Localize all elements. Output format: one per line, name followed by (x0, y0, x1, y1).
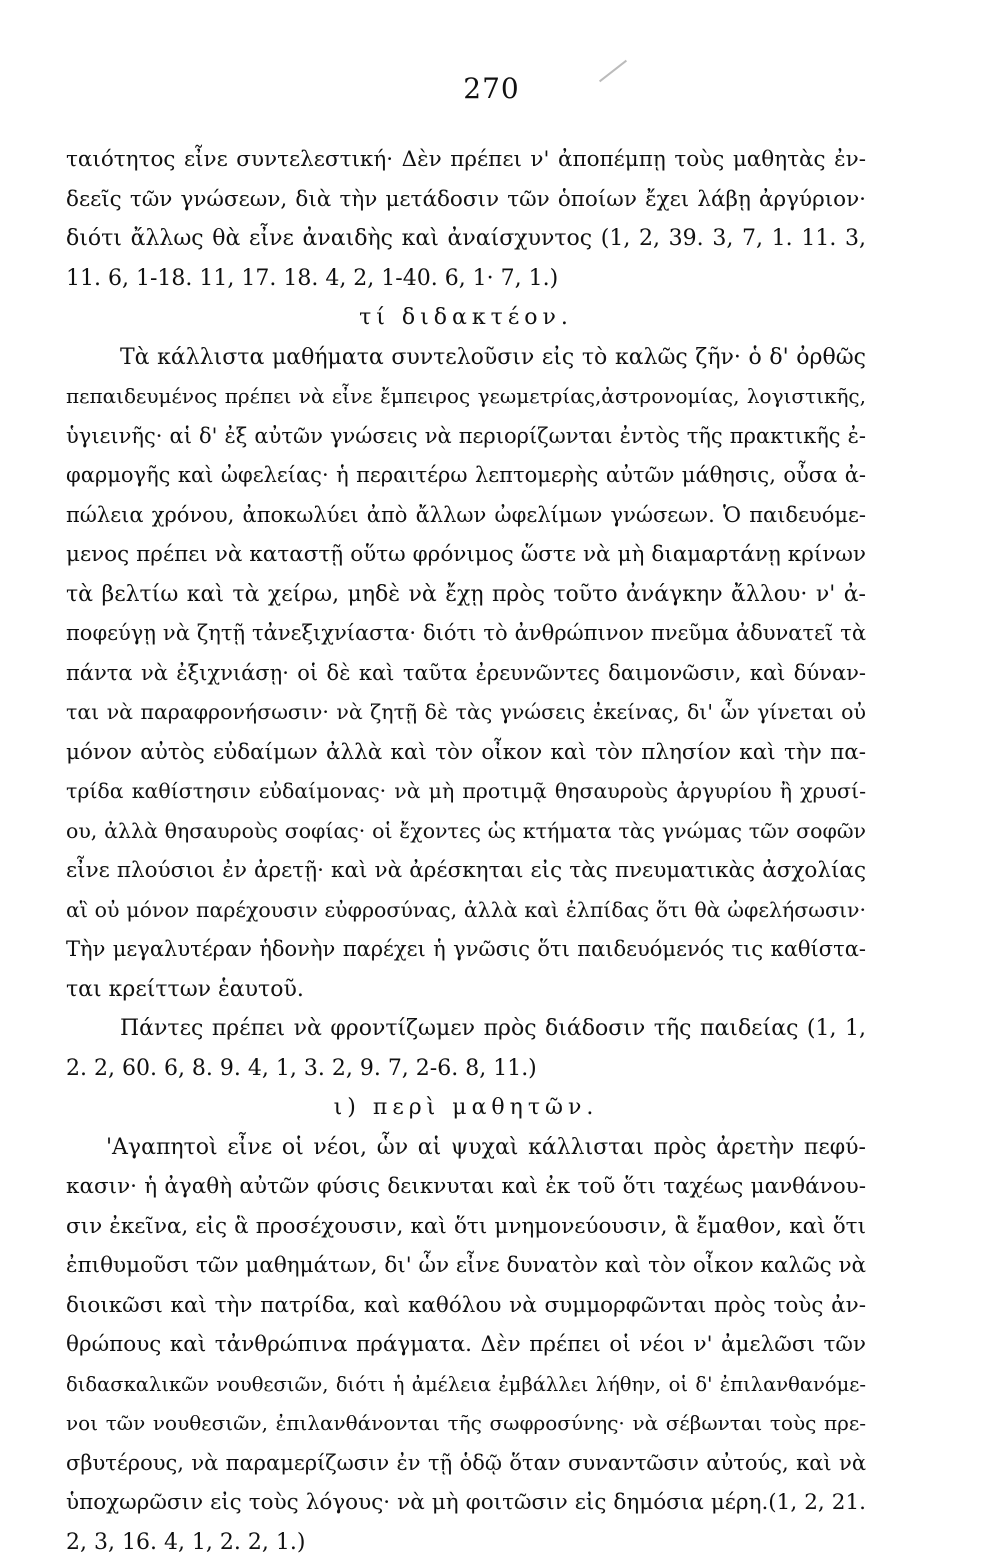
text-line: διοικῶσι καὶ τὴν πατρίδα, καὶ καθόλου νὰ συμμορφῶνται πρὸς τοὺς ἀν- (66, 1286, 866, 1326)
text-line: πάντα νὰ ἐξιχνιάσῃ· οἱ δὲ καὶ ταῦτα ἐρευνῶντες δαιμονῶσιν, καὶ δύναν- (66, 654, 866, 694)
text-line: 2, 3, 16. 4, 1, 2. 2, 1.) (66, 1523, 866, 1562)
text-line: ου, ἀλλὰ θησαυροὺς σοφίας· οἱ ἔχοντες ὡς κτήματα τὰς γνώμας τῶν σοφῶν (66, 812, 866, 852)
text-line: ταιότητος εἶνε συντελεστική· Δὲν πρέπει ν' ἀποπέμπῃ τοὺς μαθητὰς ἐν- (66, 140, 866, 180)
text-line: ὑποχωρῶσιν εἰς τοὺς λόγους· νὰ μὴ φοιτῶσιν εἰς δημόσια μέρη.(1, 2, 21. (66, 1483, 866, 1523)
text-line: 'Αγαπητοὶ εἶνε οἱ νέοι, ὧν αἱ ψυχαὶ κάλλισται πρὸς ἀρετὴν πεφύ- (66, 1128, 866, 1168)
text-line: τρίδα καθίστησιν εὐδαίμονας· νὰ μὴ προτιμᾷ θησαυροὺς ἀργυρίου ἢ χρυσί- (66, 772, 866, 812)
text-line: εἶνε πλούσιοι ἐν ἀρετῇ· καὶ νὰ ἀρέσκηται εἰς τὰς πνευματικὰς ἀσχολίας (66, 851, 866, 891)
text-line: ὑγιεινῆς· αἱ δ' ἐξ αὐτῶν γνώσεις νὰ περιορίζωνται ἐντὸς τῆς πρακτικῆς ἐ- (66, 417, 866, 457)
text-line: Τὴν μεγαλυτέραν ἡδονὴν παρέχει ἡ γνῶσις ὅτι παιδευόμενός τις καθίστα- (66, 930, 866, 970)
text-line: δεεῖς τῶν γνώσεων, διὰ τὴν μετάδοσιν τῶν ὁποίων ἔχει λάβῃ ἀργύριον· (66, 180, 866, 220)
text-line: διδασκαλικῶν νουθεσιῶν, διότι ἡ ἀμέλεια ἐμβάλλει λήθην, οἱ δ' ἐπιλανθανόμε- (66, 1365, 866, 1405)
text-line: Πάντες πρέπει νὰ φροντίζωμεν πρὸς διάδοσιν τῆς παιδείας (1, 1, (66, 1009, 866, 1049)
text-line: ἐπιθυμοῦσι τῶν μαθημάτων, δι' ὧν εἶνε δυνατὸν καὶ τὸν οἶκον καλῶς νὰ (66, 1246, 866, 1286)
text-line: τὰ βελτίω καὶ τὰ χείρω, μηδὲ νὰ ἔχῃ πρὸς τοῦτο ἀνάγκην ἄλλου· ν' ἀ- (66, 575, 866, 615)
text-line: θρώπους καὶ τἀνθρώπινα πράγματα. Δὲν πρέπει οἱ νέοι ν' ἀμελῶσι τῶν (66, 1325, 866, 1365)
text-line: Τὰ κάλλιστα μαθήματα συντελοῦσιν εἰς τὸ καλῶς ζῆν· ὁ δ' ὀρθῶς (66, 338, 866, 378)
body-text (66, 140, 866, 1562)
text-line: κασιν· ἡ ἀγαθὴ αὐτῶν φύσις δεικνυται καὶ ἐκ τοῦ ὅτι ταχέως μανθάνου- (66, 1167, 866, 1207)
page-number: 270 (0, 72, 983, 105)
text-line: πώλεια χρόνου, ἀποκωλύει ἀπὸ ἄλλων ὠφελίμων γνώσεων. Ὁ παιδευόμε- (66, 496, 866, 536)
text-line: μενος πρέπει νὰ καταστῇ οὕτω φρόνιμος ὥστε νὰ μὴ διαμαρτάνῃ κρίνων (66, 535, 866, 575)
section-heading: ι) περὶ μαθητῶν. (66, 1088, 866, 1128)
text-line: σβυτέρους, νὰ παραμερίζωσιν ἐν τῇ ὁδῷ ὅταν συναντῶσιν αὐτούς, καὶ νὰ (66, 1444, 866, 1484)
text-line: ται νὰ παραφρονήσωσιν· νὰ ζητῇ δὲ τὰς γνώσεις ἐκείνας, δι' ὧν γίνεται οὐ (66, 693, 866, 733)
section-heading: τί διδακτέον. (66, 298, 866, 338)
text-line: 11. 6, 1-18. 11, 17. 18. 4, 2, 1-40. 6, 1· 7, 1.) (66, 259, 866, 299)
text-line: διότι ἄλλως θὰ εἶνε ἀναιδὴς καὶ ἀναίσχυντος (1, 2, 39. 3, 7, 1. 11. 3, (66, 219, 866, 259)
text-line: νοι τῶν νουθεσιῶν, ἐπιλανθάνονται τῆς σωφροσύνης· νὰ σέβωνται τοὺς πρε- (66, 1404, 866, 1444)
text-line: πεπαιδευμένος πρέπει νὰ εἶνε ἔμπειρος γεωμετρίας,ἀστρονομίας, λογιστικῆς, (66, 377, 866, 417)
text-line: ποφεύγῃ νὰ ζητῇ τἀνεξιχνίαστα· διότι τὸ ἀνθρώπινον πνεῦμα ἀδυνατεῖ τὰ (66, 614, 866, 654)
text-line: αἳ οὐ μόνον παρέχουσιν εὐφροσύνας, ἀλλὰ καὶ ἐλπίδας ὅτι θὰ ὠφελήσωσιν· (66, 891, 866, 931)
text-line: 2. 2, 60. 6, 8. 9. 4, 1, 3. 2, 9. 7, 2-6. 8, 11.) (66, 1049, 866, 1089)
text-line: φαρμογῆς καὶ ὠφελείας· ἡ περαιτέρω λεπτομερὴς αὐτῶν μάθησις, οὖσα ἀ- (66, 456, 866, 496)
text-line: ται κρείττων ἑαυτοῦ. (66, 970, 866, 1010)
text-line: σιν ἐκεῖνα, εἰς ἃ προσέχουσιν, καὶ ὅτι μνημονεύουσιν, ἃ ἔμαθον, καὶ ὅτι (66, 1207, 866, 1247)
text-line: μόνον αὐτὸς εὐδαίμων ἀλλὰ καὶ τὸν οἶκον καὶ τὸν πλησίον καὶ τὴν πα- (66, 733, 866, 773)
